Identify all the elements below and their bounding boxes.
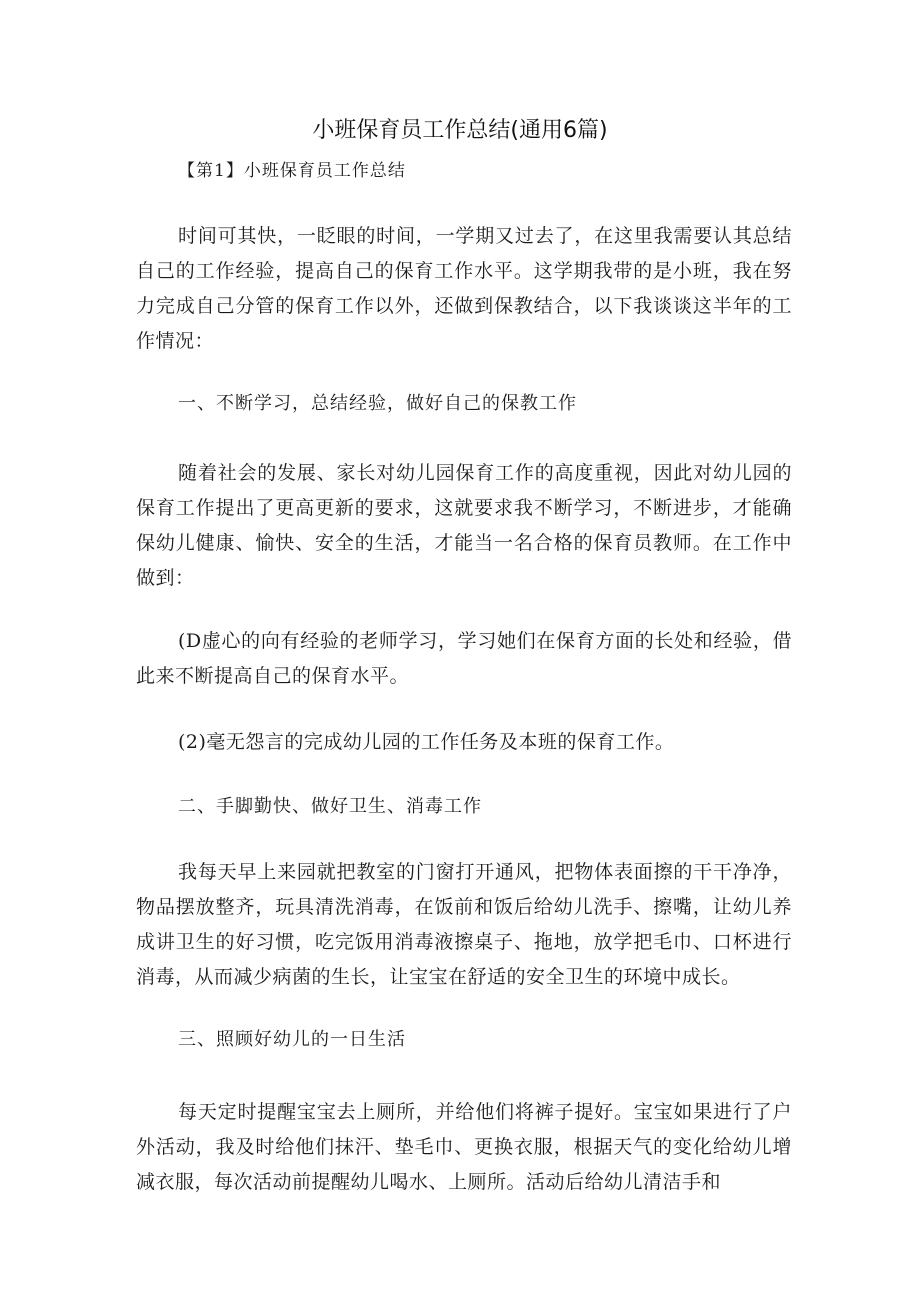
article-subtitle: 【第1】小班保育员工作总结: [178, 161, 406, 181]
section-3-heading: 三、照顾好幼儿的一日生活: [178, 1029, 406, 1050]
section-1-heading: 一、不断学习，总结经验，做好自己的保教工作: [178, 393, 577, 414]
intro-paragraph: 时间可其快，一眨眼的时间，一学期又过去了，在这里我需要认其总结自己的工作经验，提高自己的保育工作水平。这学期我带的是小班，我在努力完成自己分管的保育工作以外，还做到保教结合，以下我谈谈这半年的工作情况：: [136, 225, 792, 352]
section-1-paragraph: 随着社会的发展、家长对幼儿园保育工作的高度重视，因此对幼儿园的保育工作提出了更高更新的要求，这就要求我不断学习，不断进步，才能确保幼儿健康、愉快、安全的生活，才能当一名合格的保育员教师。在工作中做到：: [136, 462, 792, 589]
section-2-heading: 二、手脚勤快、做好卫生、消毒工作: [178, 796, 482, 817]
section-1-item-2: (2)毫无怨言的完成幼儿园的工作任务及本班的保育工作。: [178, 731, 675, 753]
section-3-paragraph: 每天定时提醒宝宝去上厕所，并给他们将裤子提好。宝宝如果进行了户外活动，我及时给他们抹汗、垫毛巾、更换衣服，根据天气的变化给幼儿增减衣服，每次活动前提醒幼儿喝水、上厕所。活动后给幼儿清洁手和: [136, 1101, 792, 1193]
document-title: 小班保育员工作总结(通用6篇): [312, 118, 608, 143]
section-2-paragraph: 我每天早上来园就把教室的门窗打开通风，把物体表面擦的干干净净，物品摆放整齐，玩具清洗消毒，在饭前和饭后给幼儿洗手、擦嘴，让幼儿养成讲卫生的好习惯，吃完饭用消毒液擦桌子、拖地，放学把毛巾、口杯进行消毒，从而减少病菌的生长，让宝宝在舒适的安全卫生的环境中成长。: [136, 861, 792, 988]
section-1-item-1: (D虚心的向有经验的老师学习，学习她们在保育方面的长处和经验，借此来不断提高自己的保育水平。: [136, 630, 792, 687]
